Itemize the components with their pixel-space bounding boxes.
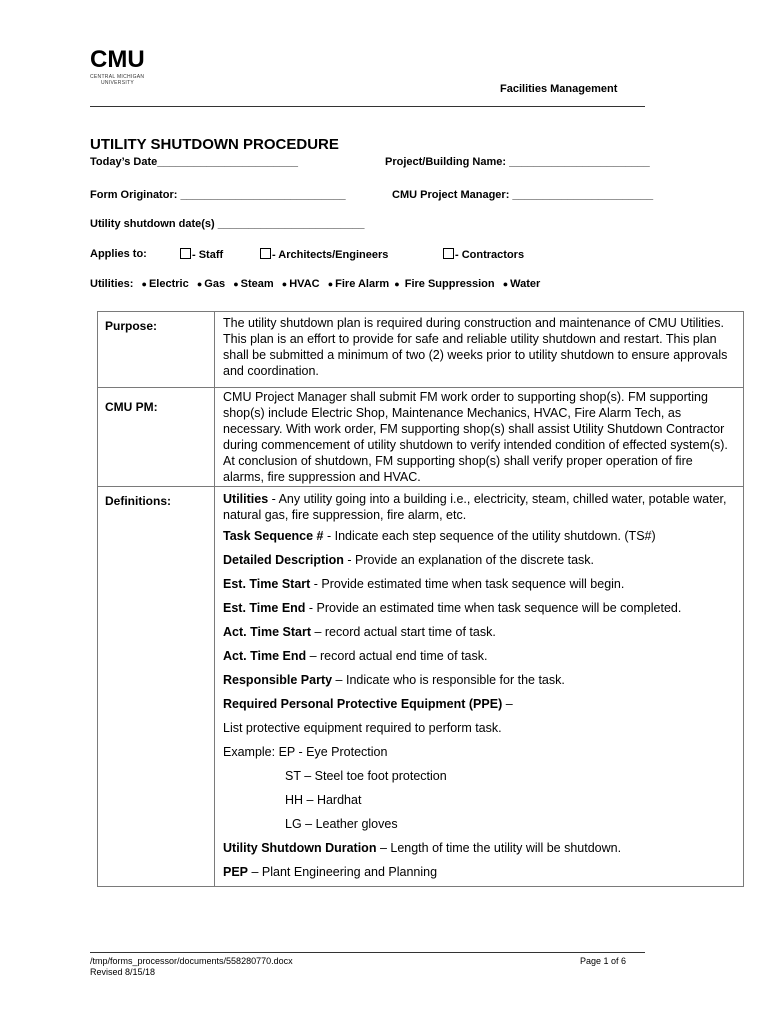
cmu-logo: CMU [90, 46, 145, 73]
purpose-row [98, 312, 744, 388]
form-originator-field[interactable]: Form Originator: ___________________________ [90, 189, 346, 201]
definitions-row [98, 487, 744, 887]
header-divider [90, 106, 645, 107]
definitions-cell [215, 487, 744, 887]
ppe-description: List protective equipment required to perform task. [223, 721, 502, 735]
definition-item: Act. Time End – record actual end time of task. [223, 649, 488, 663]
applies-to-label: Applies to: [90, 248, 147, 260]
department-name: Facilities Management [500, 83, 618, 95]
architects-label: - Architects/Engineers [272, 249, 389, 261]
utilities-row: Utilities: ● Electric ● Gas ● Steam ● HVAC ● Fire Alarm ● Fire Suppression ● Water [90, 278, 541, 290]
staff-label: - Staff [192, 249, 224, 261]
ppe-example-item: HH – Hardhat [285, 793, 362, 807]
purpose-label: Purpose: [98, 312, 215, 388]
contractors-label: - Contractors [455, 249, 525, 261]
applies-architects-option[interactable] [260, 248, 388, 261]
project-building-field[interactable]: Project/Building Name: _______________________ [385, 156, 650, 168]
shutdown-dates-field[interactable]: Utility shutdown date(s) ________________________ [90, 218, 365, 230]
purpose-text: The utility shutdown plan is required during construction and maintenance of CMU Utilities. This plan is an effort to provide for safe and reliable utility shutdown and restart. This plan shall be submitted a minimum of two (2) weeks prior to utility shutdown to ensure approvals and coordination. [215, 312, 744, 388]
definition-item: Utilities - Any utility going into a building i.e., electricity, steam, chilled water, potable water, natural gas, fire suppression, fire alarm, etc. [223, 492, 727, 522]
applies-staff-option[interactable] [180, 248, 223, 261]
procedure-table [97, 311, 744, 887]
definition-item: Act. Time Start – record actual start time of task. [223, 625, 496, 639]
definition-item: Detailed Description - Provide an explanation of the discrete task. [223, 553, 595, 567]
contractors-checkbox[interactable] [443, 248, 454, 259]
architects-checkbox[interactable] [260, 248, 271, 259]
footer-revised: Revised 8/15/18 [90, 967, 156, 977]
definition-item: Est. Time End - Provide an estimated time when task sequence will be completed. [223, 601, 682, 615]
page-title: UTILITY SHUTDOWN PROCEDURE [90, 136, 339, 153]
footer-file-path: /tmp/forms_processor/documents/558280770.docx [90, 956, 293, 966]
ppe-example-item: ST – Steel toe foot protection [285, 769, 447, 783]
utility-gas: Gas [204, 278, 226, 290]
utility-electric: Electric [148, 278, 189, 290]
todays-date-field[interactable]: Today’s Date_______________________ [90, 156, 298, 168]
footer-page-number: Page 1 of 6 [580, 956, 627, 966]
definition-item: Required Personal Protective Equipment (PPE) – [223, 697, 513, 711]
ppe-example: Example: EP - Eye Protection [223, 745, 388, 759]
definition-item: Responsible Party – Indicate who is responsible for the task. [223, 673, 565, 687]
utility-steam: Steam [240, 278, 274, 290]
definition-item: Est. Time Start - Provide estimated time when task sequence will begin. [223, 577, 625, 591]
staff-checkbox[interactable] [180, 248, 191, 259]
utility-fire-alarm: Fire Alarm [335, 278, 390, 290]
cmu-project-manager-field[interactable]: CMU Project Manager: _______________________ [392, 189, 654, 201]
cmu-pm-label: CMU PM: [98, 388, 215, 487]
definitions-label: Definitions: [98, 487, 215, 887]
cmu-pm-text: CMU Project Manager shall submit FM work order to supporting shop(s). FM supporting shop(s) include Electric Shop, Maintenance Mechanics, HVAC, Fire Alarm Tech, as necessary. With work order, FM supporting shop(s) shall assist Utility Shutdown Contractor during commencement of utility shutdown to verify intended condition of effected system(s). At conclusion of shutdown, FM supporting shop(s) shall verify proper operation of fire alarms, fire suppression and HVAC. [215, 388, 744, 487]
ppe-example-item: LG – Leather gloves [285, 817, 398, 831]
utilities-label: Utilities: [90, 278, 134, 290]
logo-subtitle-line2: UNIVERSITY [101, 80, 135, 86]
cmu-pm-row [98, 388, 744, 487]
applies-contractors-option[interactable] [443, 248, 524, 261]
logo-subtitle-line1: CENTRAL MICHIGAN [90, 74, 145, 80]
utility-water: Water [510, 278, 541, 290]
definition-item: PEP – Plant Engineering and Planning [223, 865, 438, 879]
utility-fire-suppression: Fire Suppression [404, 278, 495, 290]
footer-divider [90, 952, 645, 953]
definition-item: Task Sequence # - Indicate each step sequence of the utility shutdown. (TS#) [223, 529, 656, 543]
definition-item: Utility Shutdown Duration – Length of time the utility will be shutdown. [223, 841, 622, 855]
utility-hvac: HVAC [289, 278, 320, 290]
